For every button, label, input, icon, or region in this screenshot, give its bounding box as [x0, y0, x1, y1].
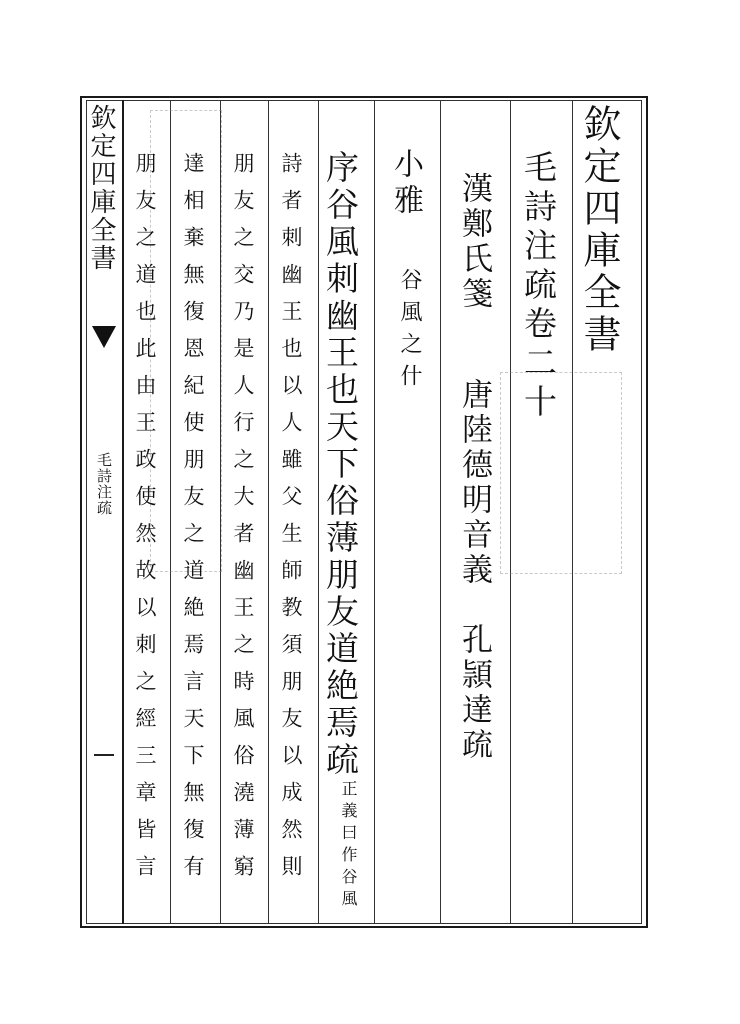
column-rule — [268, 100, 269, 924]
commentary-column: 達相棄無復恩紀使朋友之道絶焉言天下無復有 — [181, 152, 205, 892]
margin-column-rule — [122, 100, 124, 924]
margin-collection-title: 欽定四庫全書 — [86, 104, 116, 272]
margin-book-short-title: 毛詩注疏 — [95, 452, 113, 516]
commentary-column: 詩者刺幽王也以人雖父生師教須朋友以成然則 — [279, 152, 303, 892]
commentary-author: 漢鄭氏箋 — [456, 172, 492, 312]
main-inline-note: 正義曰作谷風 — [339, 780, 358, 912]
collection-title-banner: 欽定四庫全書 — [577, 104, 621, 356]
sub-commentary-authors: 唐陸德明音義 孔頴達疏 — [456, 378, 492, 763]
column-rule — [318, 100, 319, 924]
subsection-heading: 谷風之什 — [397, 268, 422, 396]
column-rule — [374, 100, 375, 924]
book-title: 毛詩注疏卷二十 — [519, 150, 558, 423]
column-rule — [440, 100, 441, 924]
main-text-line: 序谷風刺幽王也天下俗薄朋友道絶焉疏 — [321, 150, 360, 779]
page-number — [92, 744, 116, 784]
section-heading: 小雅 — [388, 148, 423, 220]
commentary-column: 朋友之道也此由王政使然故以刺之經三章皆言 — [133, 152, 157, 892]
fishtail-mark — [92, 326, 116, 348]
commentary-column: 朋友之交乃是人行之大者幽王之時風俗澆薄窮 — [231, 152, 255, 892]
